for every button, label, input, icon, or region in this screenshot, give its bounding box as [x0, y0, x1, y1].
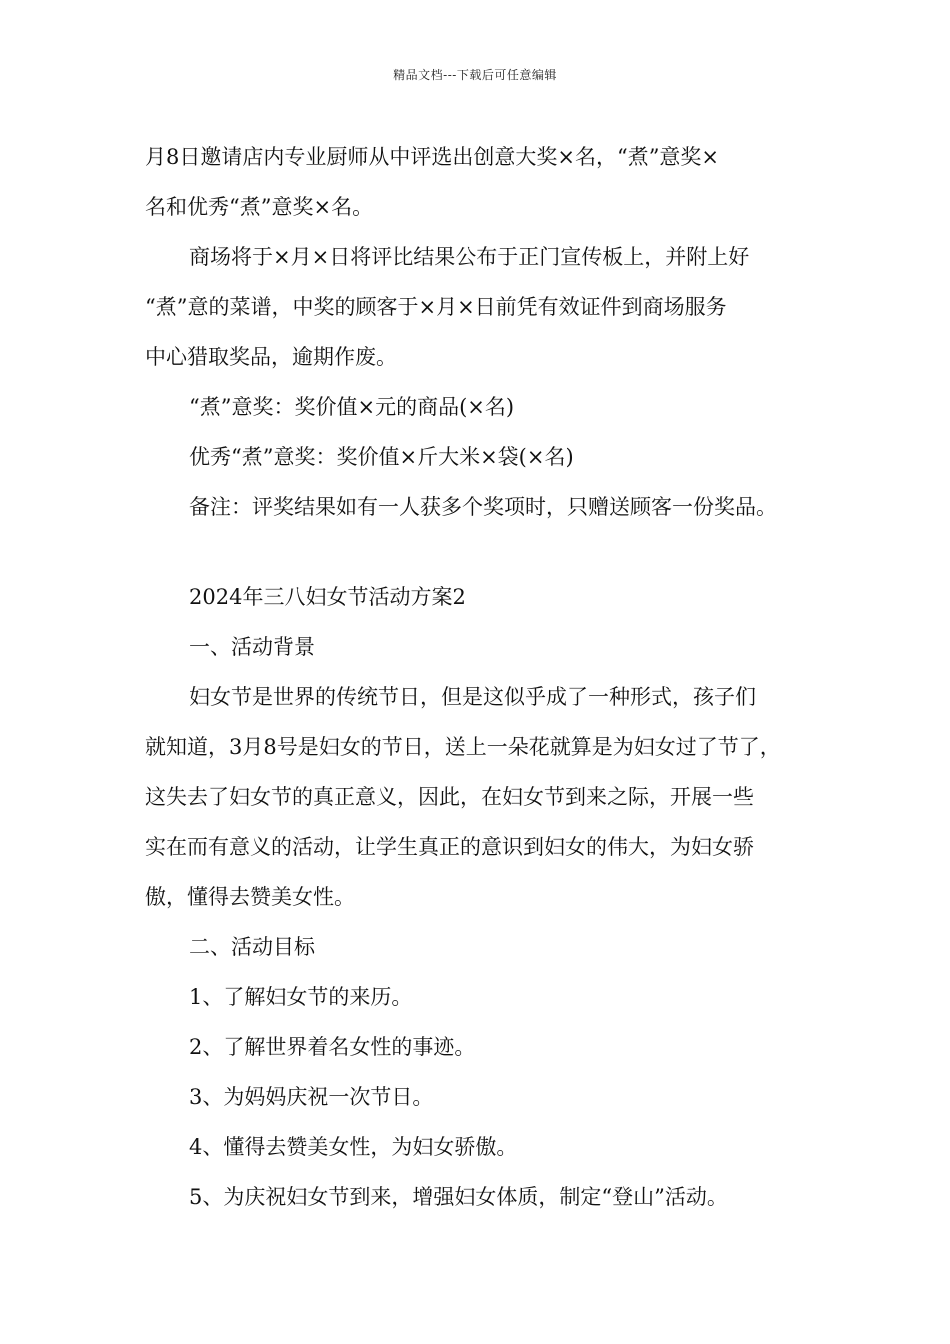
- section-title: 2024年三八妇女节活动方案2: [189, 585, 466, 609]
- paragraph-line: 实在而有意义的活动，让学生真正的意识到妇女的伟大，为妇女骄: [145, 835, 754, 859]
- goal-item: 4、懂得去赞美女性，为妇女骄傲。: [189, 1135, 518, 1159]
- paragraph-line: 中心猎取奖品，逾期作废。: [145, 345, 397, 369]
- goal-item: 5、为庆祝妇女节到来，增强妇女体质，制定“登山”活动。: [189, 1185, 728, 1209]
- paragraph-line: 就知道，3月8号是妇女的节日，送上一朵花就算是为妇女过了节了，: [145, 735, 781, 759]
- document-body: [145, 132, 815, 1222]
- paragraph-line: 商场将于×月×日将评比结果公布于正门宣传板上，并附上好: [189, 245, 750, 269]
- page-header: 精品文档---下载后可任意编辑: [393, 68, 557, 82]
- paragraph-line: “煮”意的菜谱，中奖的顾客于×月×日前凭有效证件到商场服务: [145, 295, 727, 319]
- remark-line: 备注：评奖结果如有一人获多个奖项时，只赠送顾客一份奖品。: [189, 495, 777, 519]
- paragraph-line: 妇女节是世界的传统节日，但是这似乎成了一种形式，孩子们: [189, 685, 756, 709]
- heading-background: 一、活动背景: [189, 635, 315, 659]
- paragraph-line: 傲，懂得去赞美女性。: [145, 885, 355, 909]
- paragraph-line: 月8日邀请店内专业厨师从中评选出创意大奖×名，“煮”意奖×: [145, 145, 720, 169]
- goal-item: 2、了解世界着名女性的事迹。: [189, 1035, 476, 1059]
- goal-item: 3、为妈妈庆祝一次节日。: [189, 1085, 434, 1109]
- heading-goals: 二、活动目标: [189, 935, 315, 959]
- prize-line: “煮”意奖：奖价值×元的商品(×名): [189, 395, 515, 419]
- paragraph-line: 名和优秀“煮”意奖×名。: [145, 195, 374, 219]
- goal-item: 1、了解妇女节的来历。: [189, 985, 413, 1009]
- prize-line: 优秀“煮”意奖：奖价值×斤大米×袋(×名): [189, 445, 574, 469]
- section-gap: [145, 532, 815, 572]
- paragraph-line: 这失去了妇女节的真正意义，因此，在妇女节到来之际，开展一些: [145, 785, 754, 809]
